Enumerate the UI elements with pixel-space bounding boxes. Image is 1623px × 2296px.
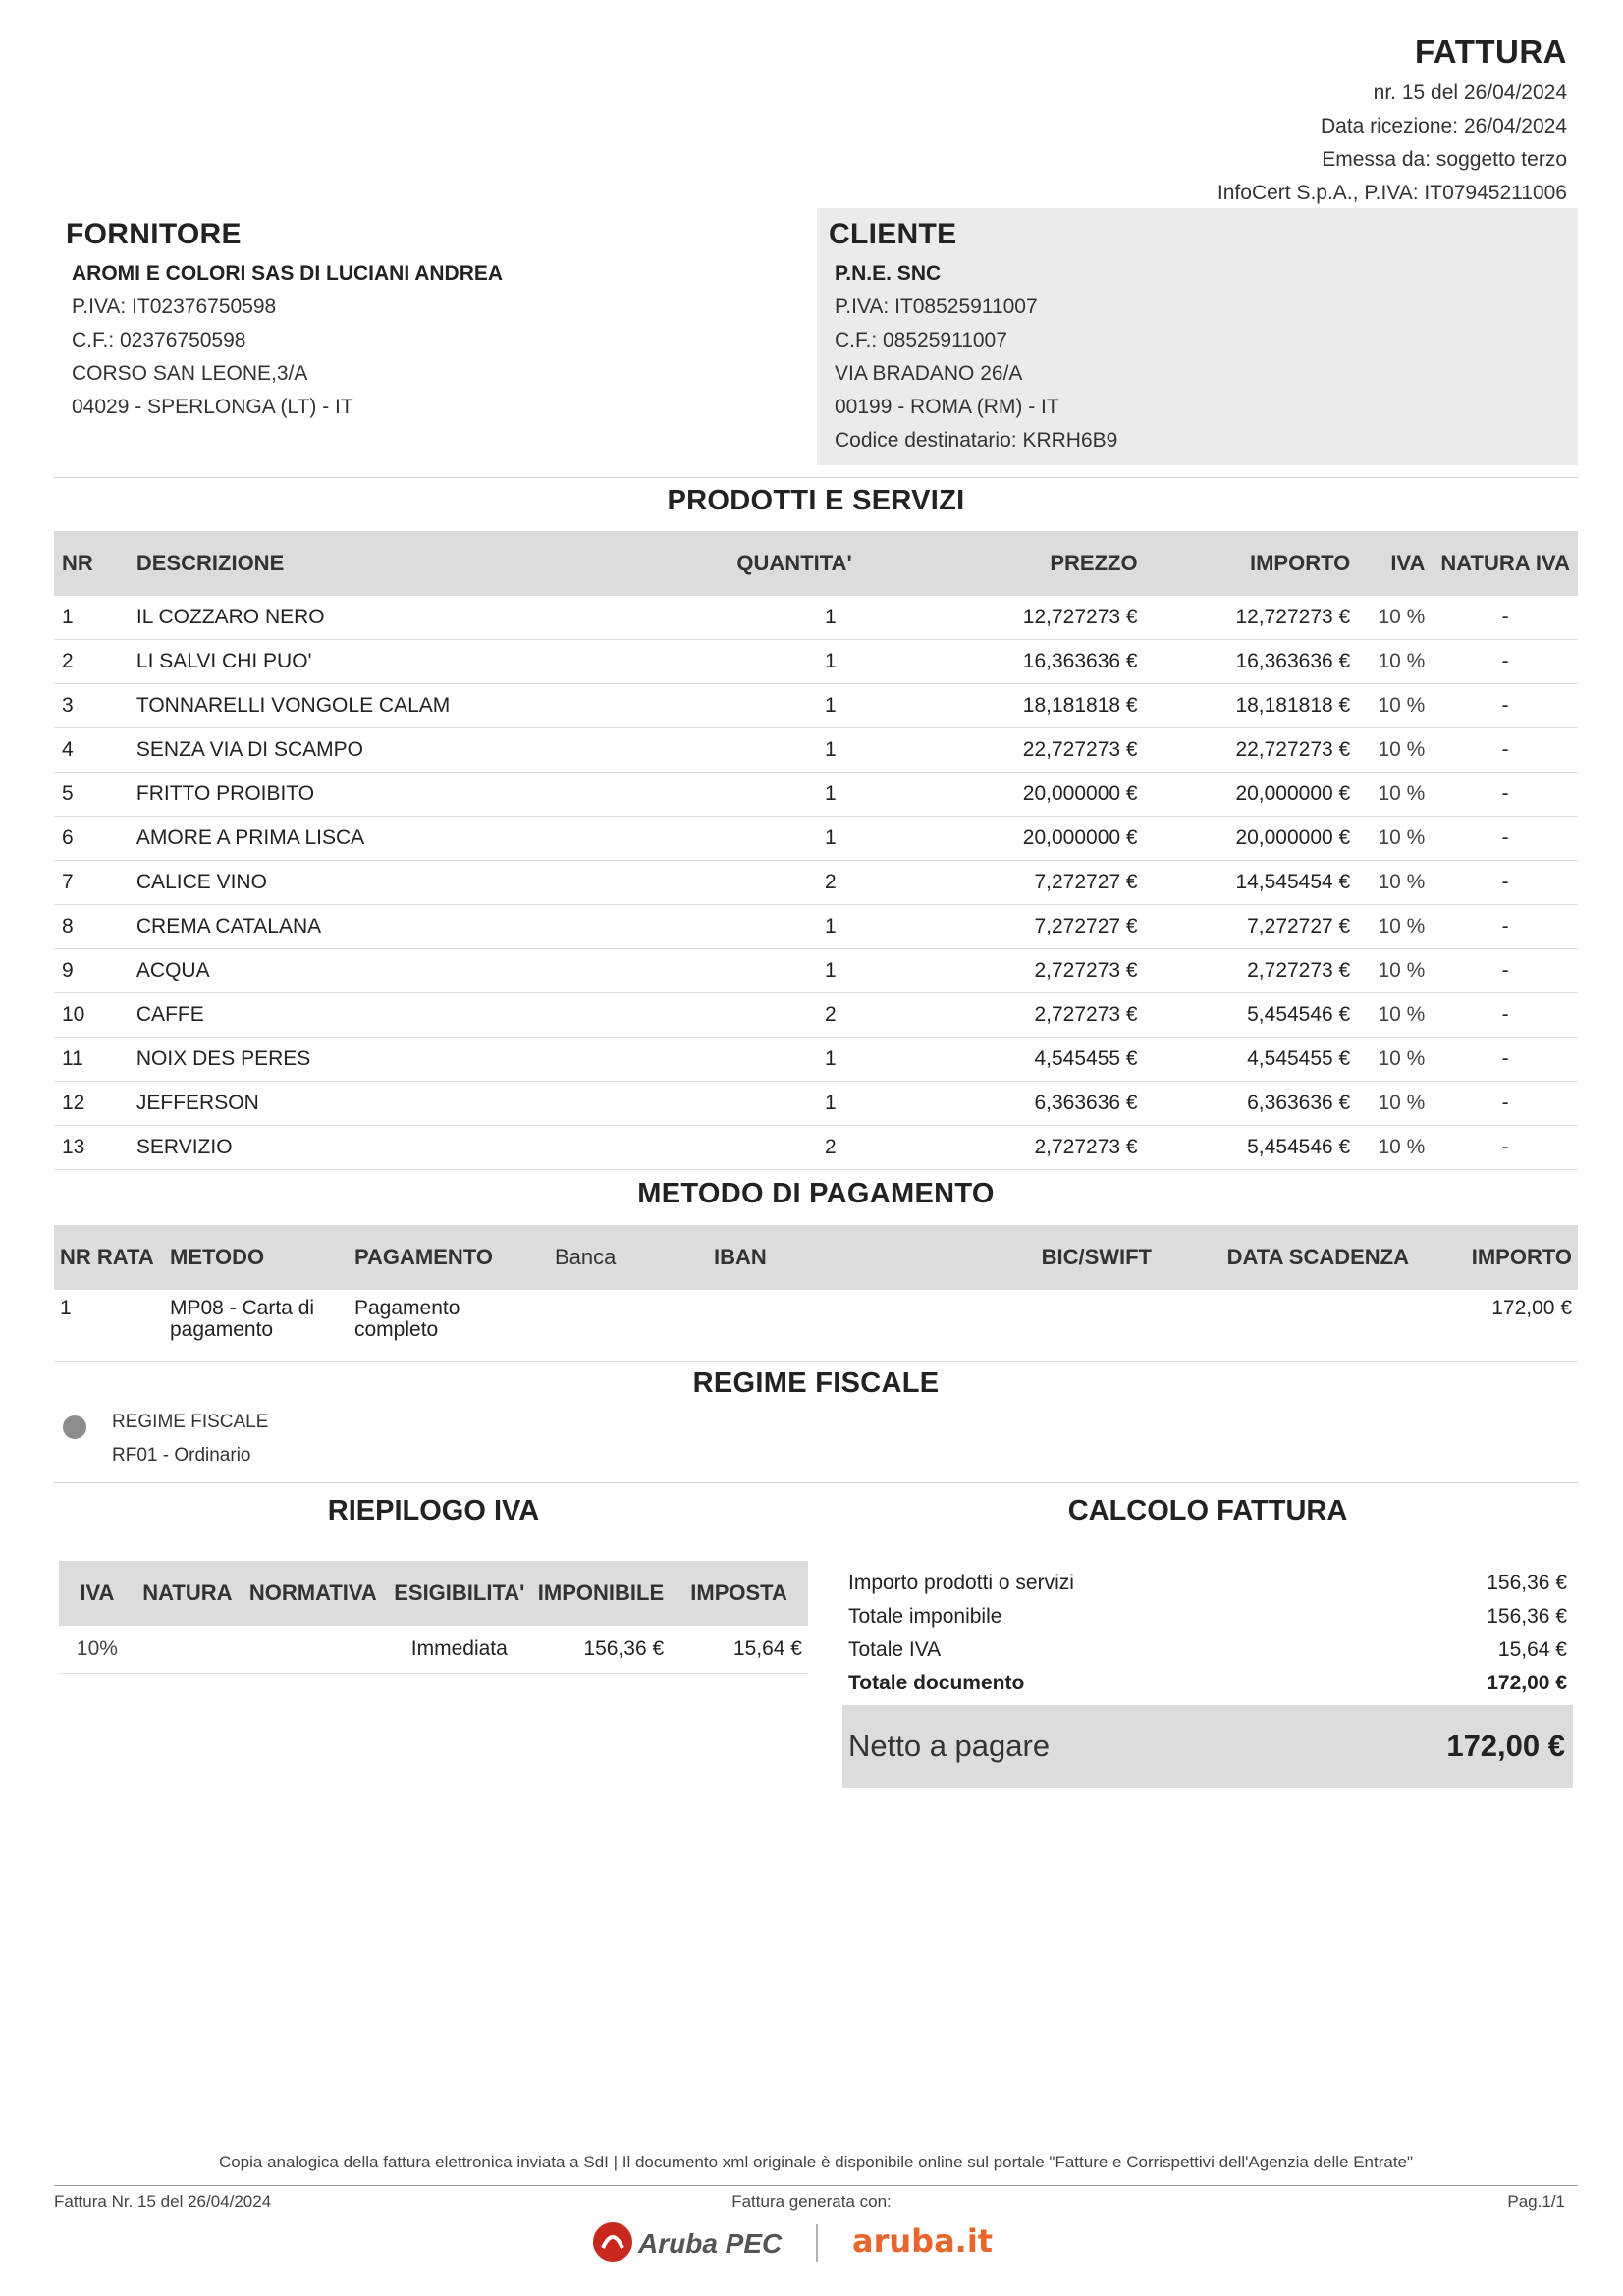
table-row <box>54 1126 1578 1170</box>
table-row <box>54 993 1578 1038</box>
client-name: P.N.E. SNC <box>835 262 942 285</box>
cell-importo: 14,545454 € <box>1146 861 1359 905</box>
cell-quantita: 1 <box>624 1038 860 1082</box>
col-nr-rata: NR RATA <box>54 1225 164 1290</box>
cell-descrizione: SERVIZIO <box>129 1126 624 1170</box>
col-riep-iva: IVA <box>59 1561 135 1626</box>
cell-metodo: MP08 - Carta di pagamento <box>164 1290 349 1362</box>
payment-header-row <box>54 1225 1578 1290</box>
cell-iva: 10 % <box>1358 817 1433 861</box>
table-row <box>54 773 1578 817</box>
cell-natura-iva: - <box>1433 684 1578 728</box>
cell-iva: 10 % <box>1358 861 1433 905</box>
cell-iva: 10 % <box>1358 684 1433 728</box>
regime-value: RF01 - Ordinario <box>112 1445 251 1466</box>
cell-prezzo: 20,000000 € <box>860 773 1146 817</box>
cell-nr: 8 <box>54 905 129 949</box>
calcolo-label: Importo prodotti o servizi <box>848 1572 1074 1594</box>
divider <box>54 1482 1578 1483</box>
cell-importo: 20,000000 € <box>1146 817 1359 861</box>
cell-importo: 4,545455 € <box>1146 1038 1359 1082</box>
cell-prezzo: 6,363636 € <box>860 1082 1146 1126</box>
issuer: Emessa da: soggetto terzo <box>1322 148 1567 171</box>
cell-iva: 10 % <box>1358 640 1433 684</box>
document-header <box>1217 33 1567 210</box>
table-row <box>54 1038 1578 1082</box>
client-piva: P.IVA: IT08525911007 <box>835 295 1038 318</box>
products-header-row <box>54 531 1578 596</box>
aruba-pec-logo <box>593 2222 783 2262</box>
cell-importo: 20,000000 € <box>1146 773 1359 817</box>
table-row <box>54 861 1578 905</box>
col-riep-esigibilita: ESIGIBILITA' <box>387 1561 532 1626</box>
cell-descrizione: SENZA VIA DI SCAMPO <box>129 728 624 773</box>
cell-importo: 6,363636 € <box>1146 1082 1359 1126</box>
cell-prezzo: 22,727273 € <box>860 728 1146 773</box>
cell-iva: 10 % <box>1358 905 1433 949</box>
bullet-icon <box>63 1415 86 1439</box>
cell-quantita: 1 <box>624 728 860 773</box>
cell-descrizione: IL COZZARO NERO <box>129 596 624 640</box>
cell-nr: 3 <box>54 684 129 728</box>
client-box <box>817 208 1578 465</box>
supplier-cf: C.F.: 02376750598 <box>72 329 246 351</box>
cell-quantita: 2 <box>624 993 860 1038</box>
cell-importo: 18,181818 € <box>1146 684 1359 728</box>
cell-quantita: 1 <box>624 905 860 949</box>
cell-natura-iva: - <box>1433 1082 1578 1126</box>
cell-iva: 10 % <box>1358 1126 1433 1170</box>
cell-quantita: 1 <box>624 640 860 684</box>
supplier-city: 04029 - SPERLONGA (LT) - IT <box>72 396 353 418</box>
cell-natura-iva: - <box>1433 1126 1578 1170</box>
cell-descrizione: CAFFE <box>129 993 624 1038</box>
cell-natura-iva: - <box>1433 817 1578 861</box>
cell-descrizione: JEFFERSON <box>129 1082 624 1126</box>
footer-generated-with: Fattura generata con: <box>731 2192 892 2211</box>
cell-quantita: 1 <box>624 817 860 861</box>
cell-nr: 4 <box>54 728 129 773</box>
payment-title: METODO DI PAGAMENTO <box>637 1178 995 1209</box>
document-title: FATTURA <box>1414 33 1567 70</box>
cell-nr: 6 <box>54 817 129 861</box>
netto-label: Netto a pagare <box>848 1729 1051 1763</box>
cell-quantita: 2 <box>624 861 860 905</box>
provider-logos <box>589 2215 1001 2268</box>
footer-divider <box>54 2185 1578 2186</box>
cell-natura-iva: - <box>1433 640 1578 684</box>
table-row <box>54 684 1578 728</box>
col-riep-natura: NATURA <box>135 1561 240 1626</box>
client-city: 00199 - ROMA (RM) - IT <box>835 396 1059 418</box>
cell-iva: 10 % <box>1358 949 1433 993</box>
calcolo-row <box>842 1600 1573 1633</box>
cell-quantita: 1 <box>624 684 860 728</box>
table-row <box>54 728 1578 773</box>
cell-nr: 2 <box>54 640 129 684</box>
cell-prezzo: 7,272727 € <box>860 905 1146 949</box>
cell-riep-iva: 10% <box>59 1626 135 1674</box>
regime-label: REGIME FISCALE <box>112 1412 269 1432</box>
col-metodo: METODO <box>164 1225 349 1290</box>
supplier-name: AROMI E COLORI SAS DI LUCIANI ANDREA <box>72 262 504 285</box>
col-quantita: QUANTITA' <box>624 531 860 596</box>
riepilogo-title: RIEPILOGO IVA <box>327 1495 540 1526</box>
col-nr: NR <box>54 531 129 596</box>
cell-prezzo: 2,727273 € <box>860 949 1146 993</box>
cell-quantita: 1 <box>624 773 860 817</box>
calcolo-value: 156,36 € <box>1487 1605 1567 1628</box>
col-riep-imponibile: IMPONIBILE <box>532 1561 670 1626</box>
table-row <box>59 1626 808 1674</box>
calcolo-label: Totale IVA <box>848 1638 942 1661</box>
calcolo-value: 156,36 € <box>1487 1572 1567 1594</box>
cell-scadenza <box>1158 1290 1415 1362</box>
cell-quantita: 1 <box>624 1082 860 1126</box>
cell-iva: 10 % <box>1358 1038 1433 1082</box>
cell-nr: 7 <box>54 861 129 905</box>
cell-nr: 10 <box>54 993 129 1038</box>
footer-invoice-ref: Fattura Nr. 15 del 26/04/2024 <box>54 2192 272 2211</box>
col-banca: Banca <box>549 1225 708 1290</box>
cell-prezzo: 7,272727 € <box>860 861 1146 905</box>
col-riep-normativa: NORMATIVA <box>240 1561 387 1626</box>
cell-nr: 1 <box>54 596 129 640</box>
cell-prezzo: 16,363636 € <box>860 640 1146 684</box>
cell-importo: 16,363636 € <box>1146 640 1359 684</box>
cell-importo: 12,727273 € <box>1146 596 1359 640</box>
col-riep-imposta: IMPOSTA <box>670 1561 808 1626</box>
cell-natura-iva: - <box>1433 1038 1578 1082</box>
cell-natura-iva: - <box>1433 773 1578 817</box>
cell-descrizione: CALICE VINO <box>129 861 624 905</box>
calcolo-row <box>842 1667 1573 1700</box>
table-row <box>54 949 1578 993</box>
invoice-number: nr. 15 del 26/04/2024 <box>1373 81 1567 104</box>
col-data-scadenza: DATA SCADENZA <box>1158 1225 1415 1290</box>
cell-natura-iva: - <box>1433 905 1578 949</box>
calcolo-row <box>842 1633 1573 1667</box>
col-pagamento: PAGAMENTO <box>349 1225 549 1290</box>
aruba-pec-text: Aruba PEC <box>638 2228 783 2259</box>
regime-title: REGIME FISCALE <box>692 1367 940 1399</box>
cell-riep-esigibilita: Immediata <box>387 1626 532 1674</box>
client-cf: C.F.: 08525911007 <box>835 329 1007 351</box>
cell-importo: 7,272727 € <box>1146 905 1359 949</box>
cell-importo-pagamento: 172,00 € <box>1415 1290 1578 1362</box>
cell-natura-iva: - <box>1433 861 1578 905</box>
col-importo: IMPORTO <box>1146 531 1359 596</box>
cell-importo: 2,727273 € <box>1146 949 1359 993</box>
cell-natura-iva: - <box>1433 949 1578 993</box>
cell-natura-iva: - <box>1433 596 1578 640</box>
cell-prezzo: 12,727273 € <box>860 596 1146 640</box>
payment-table <box>54 1225 1578 1362</box>
aruba-it-logo: aruba.it <box>852 2222 994 2260</box>
cell-nr: 5 <box>54 773 129 817</box>
cell-iva: 10 % <box>1358 1082 1433 1126</box>
calcolo-list <box>842 1567 1573 1700</box>
riepilogo-header-row <box>59 1561 808 1626</box>
third-party: InfoCert S.p.A., P.IVA: IT07945211006 <box>1217 182 1567 204</box>
cell-quantita: 1 <box>624 596 860 640</box>
netto-a-pagare-box <box>842 1705 1573 1788</box>
cell-descrizione: LI SALVI CHI PUO' <box>129 640 624 684</box>
cell-natura-iva: - <box>1433 728 1578 773</box>
calcolo-title: CALCOLO FATTURA <box>1067 1495 1348 1526</box>
cell-prezzo: 2,727273 € <box>860 993 1146 1038</box>
cell-descrizione: NOIX DES PERES <box>129 1038 624 1082</box>
cell-quantita: 1 <box>624 949 860 993</box>
calcolo-label: Totale documento <box>848 1672 1025 1694</box>
cell-descrizione: CREMA CATALANA <box>129 905 624 949</box>
cell-prezzo: 2,727273 € <box>860 1126 1146 1170</box>
products-title: PRODOTTI E SERVIZI <box>667 485 965 516</box>
supplier-address: CORSO SAN LEONE,3/A <box>72 362 308 385</box>
table-row <box>54 640 1578 684</box>
calcolo-value: 15,64 € <box>1497 1638 1567 1661</box>
client-heading: CLIENTE <box>829 218 957 250</box>
cell-bic <box>1002 1290 1158 1362</box>
cell-banca <box>549 1290 708 1362</box>
col-natura-iva: NATURA IVA <box>1433 531 1578 596</box>
table-row <box>54 905 1578 949</box>
cell-iva: 10 % <box>1358 773 1433 817</box>
cell-nr: 13 <box>54 1126 129 1170</box>
cell-descrizione: AMORE A PRIMA LISCA <box>129 817 624 861</box>
cell-iban <box>708 1290 1002 1362</box>
calcolo-value: 172,00 € <box>1487 1672 1567 1694</box>
client-address: VIA BRADANO 26/A <box>835 362 1023 385</box>
cell-prezzo: 20,000000 € <box>860 817 1146 861</box>
client-codice: Codice destinatario: KRRH6B9 <box>835 429 1118 452</box>
received-date: Data ricezione: 26/04/2024 <box>1320 115 1567 137</box>
table-row <box>54 1290 1578 1362</box>
calcolo-row <box>842 1567 1573 1600</box>
col-descrizione: DESCRIZIONE <box>129 531 624 596</box>
supplier-heading: FORNITORE <box>66 218 242 250</box>
col-bic-swift: BIC/SWIFT <box>1002 1225 1158 1290</box>
col-prezzo: PREZZO <box>860 531 1146 596</box>
col-iban: IBAN <box>708 1225 1002 1290</box>
cell-nr: 9 <box>54 949 129 993</box>
cell-importo: 5,454546 € <box>1146 993 1359 1038</box>
riepilogo-table <box>59 1561 808 1674</box>
table-row <box>54 596 1578 640</box>
cell-descrizione: FRITTO PROIBITO <box>129 773 624 817</box>
divider <box>54 477 1578 478</box>
cell-natura-iva: - <box>1433 993 1578 1038</box>
cell-iva: 10 % <box>1358 993 1433 1038</box>
cell-iva: 10 % <box>1358 596 1433 640</box>
cell-nr: 11 <box>54 1038 129 1082</box>
cell-quantita: 2 <box>624 1126 860 1170</box>
netto-value: 172,00 € <box>1446 1729 1565 1763</box>
cell-riep-imponibile: 156,36 € <box>532 1626 670 1674</box>
cell-prezzo: 4,545455 € <box>860 1038 1146 1082</box>
cell-nr-rata: 1 <box>54 1290 164 1362</box>
products-table <box>54 531 1578 1170</box>
supplier-piva: P.IVA: IT02376750598 <box>72 295 277 318</box>
table-row <box>54 1082 1578 1126</box>
cell-nr: 12 <box>54 1082 129 1126</box>
cell-pagamento: Pagamento completo <box>349 1290 549 1362</box>
cell-riep-normativa <box>240 1626 387 1674</box>
cell-prezzo: 18,181818 € <box>860 684 1146 728</box>
cell-riep-natura <box>135 1626 240 1674</box>
col-iva: IVA <box>1358 531 1433 596</box>
cell-importo: 5,454546 € <box>1146 1126 1359 1170</box>
cell-importo: 22,727273 € <box>1146 728 1359 773</box>
calcolo-label: Totale imponibile <box>848 1605 1002 1628</box>
cell-iva: 10 % <box>1358 728 1433 773</box>
cell-riep-imposta: 15,64 € <box>670 1626 808 1674</box>
supplier-box <box>54 208 800 465</box>
table-row <box>54 817 1578 861</box>
col-importo-pagamento: IMPORTO <box>1415 1225 1578 1290</box>
footer-page: Pag.1/1 <box>1507 2192 1565 2211</box>
footer-note: Copia analogica della fattura elettronica inviata a SdI | Il documento xml originale è disponibile online sul portale "Fatture e Corrispettivi dell'Agenzia delle Entrate" <box>218 2153 1414 2171</box>
cell-descrizione: ACQUA <box>129 949 624 993</box>
cell-descrizione: TONNARELLI VONGOLE CALAM <box>129 684 624 728</box>
